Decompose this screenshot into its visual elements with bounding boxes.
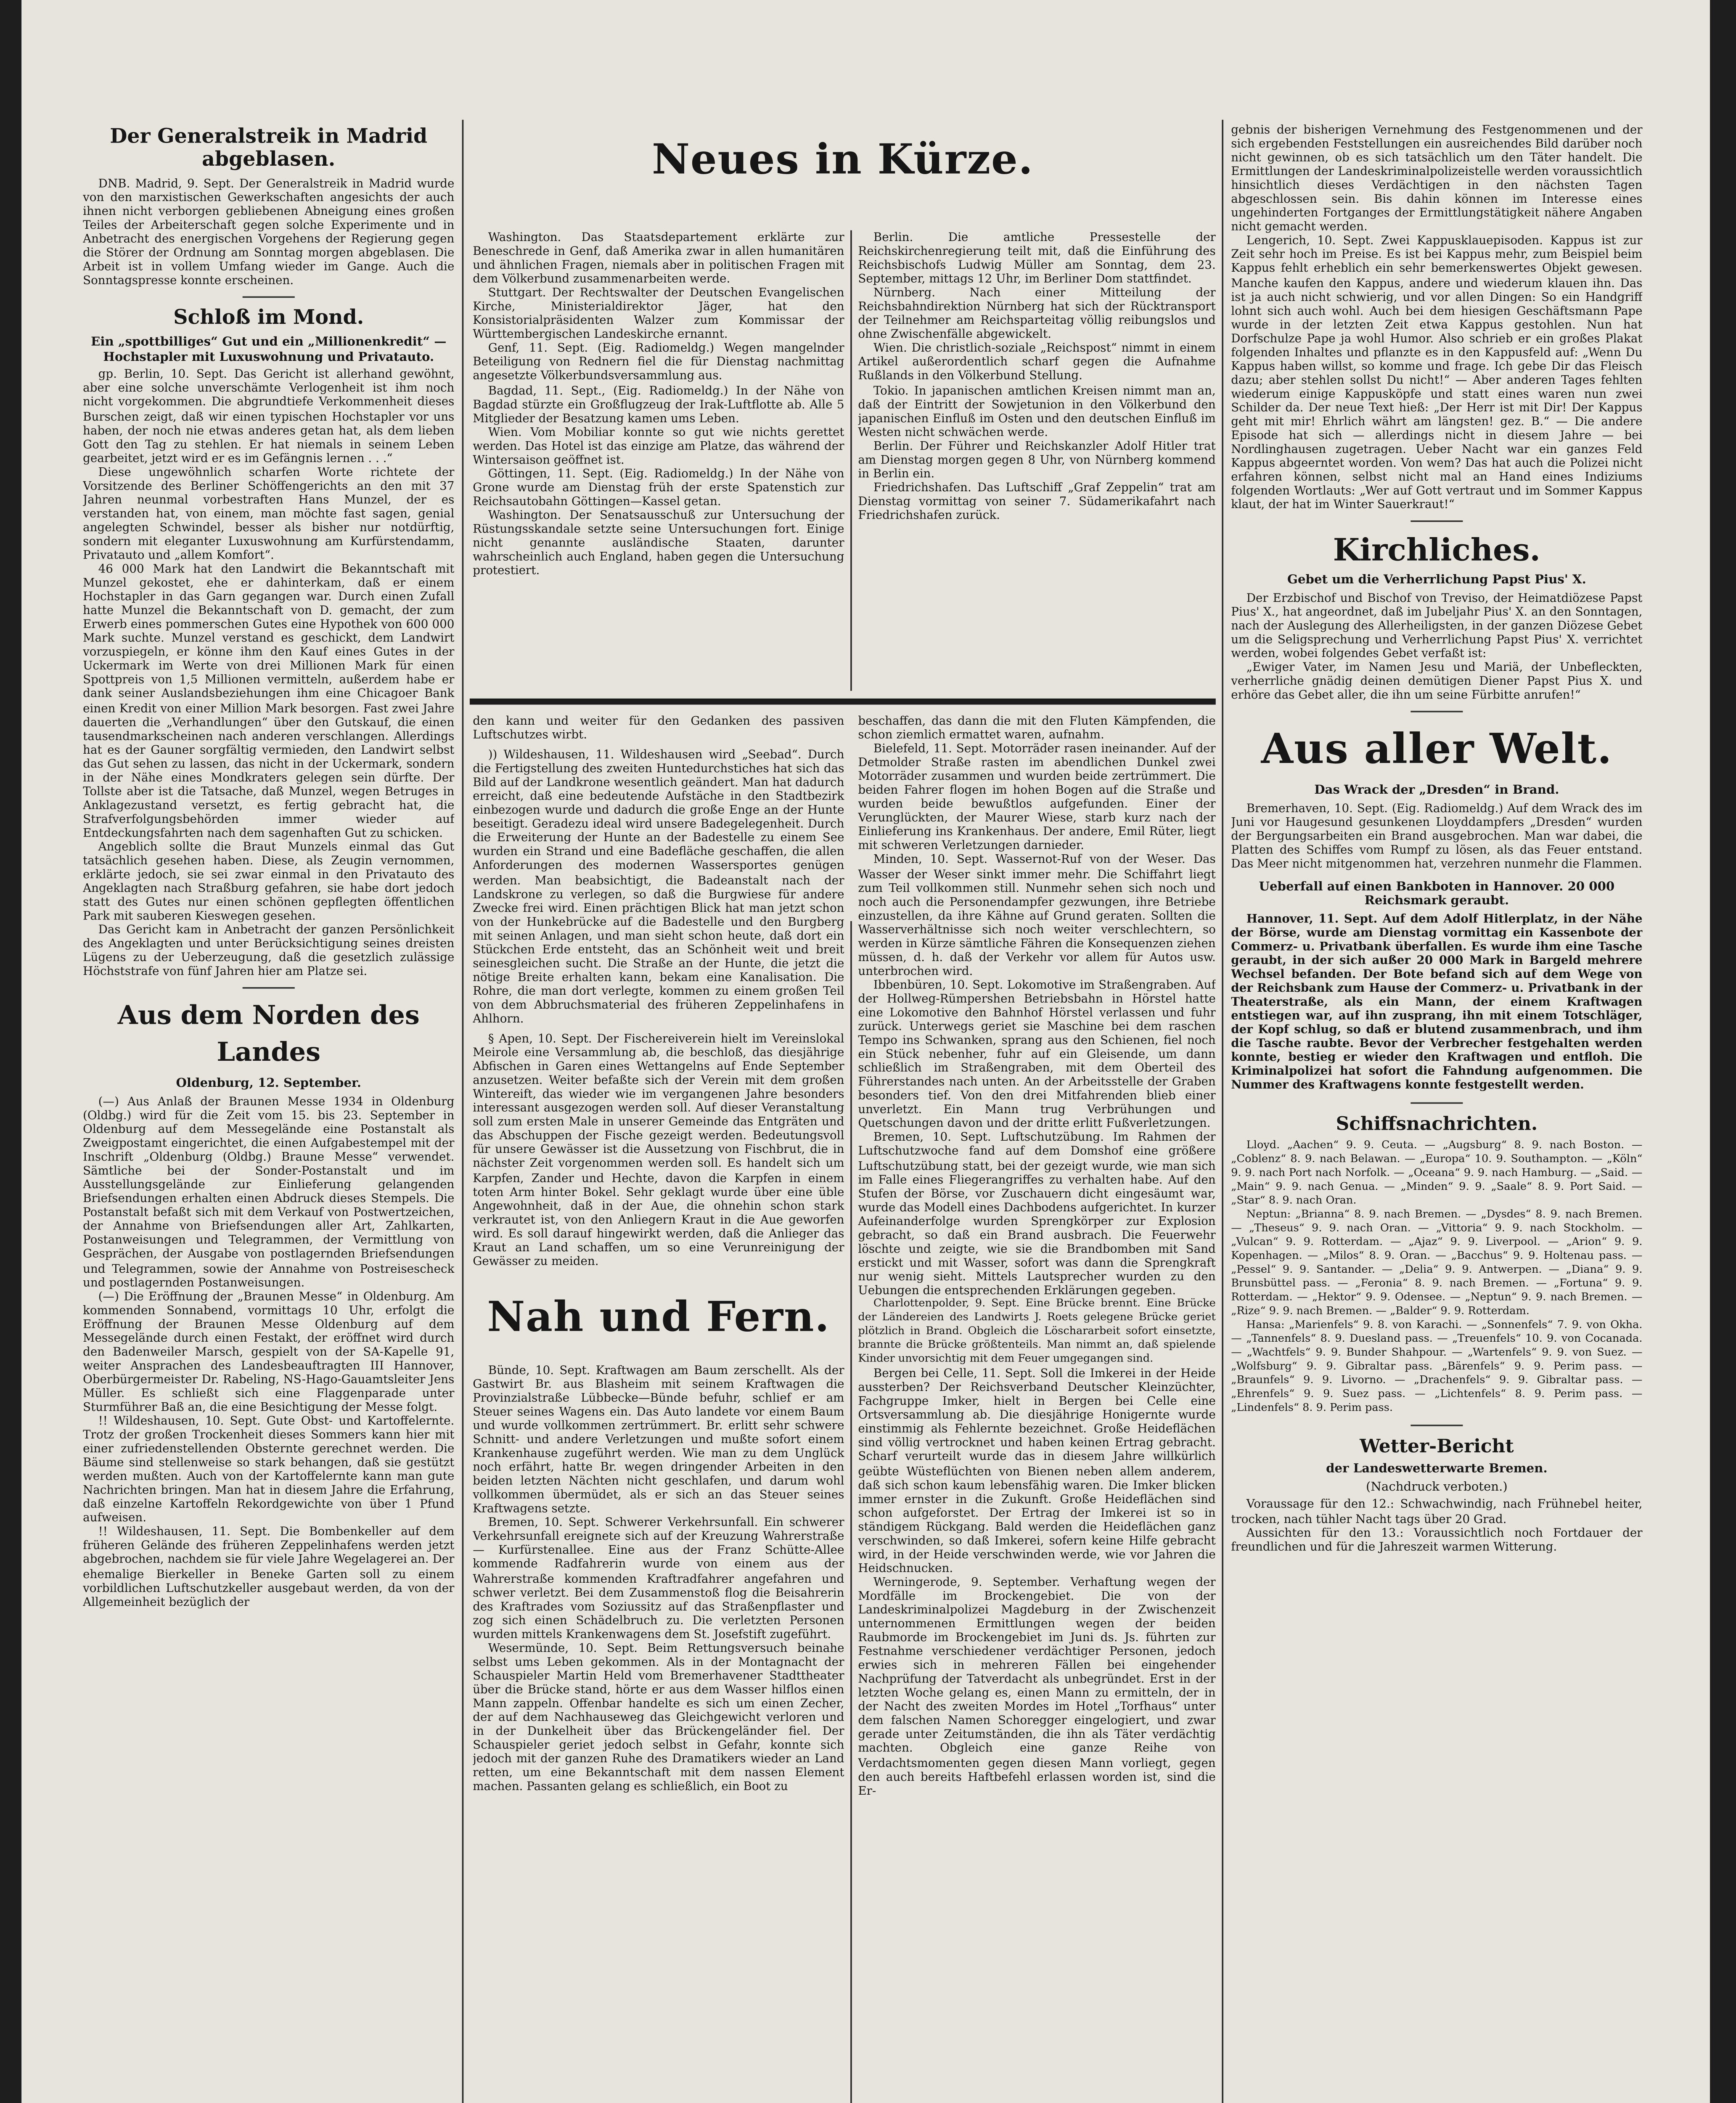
article-text: Werningerode, 9. September. Verhaftung wegen der Mordfälle im Brockengebiet. Die von der Landeskriminalpolizei Magdeburg in der Zwischenzeit unternommenen Ermittlungen wegen der beiden Raubmorde im Brockengebiet im Juni ds. Js. führten zur Festnahme verschiedener verdächtiger Personen, jedoch erwies sich in mehreren Fällen bei eingehender Nachprüfung der Tatverdacht als unbegründet. Erst in der letzten Woche gelang es, einen Mann zu ermitteln, der in der Nacht des zweiten Mordes im Hotel „Torfhaus“ unter dem falschen Namen Schoregger eingelogiert, und zwar gerade unter Zeitumständen, die ihn als Täter verdächtig machten. Obgleich eine ganze Reihe von Verdachtsmomenten gegen diesen Mann vorliegt, gegen den auch bereits Haftbefehl erlassen worden ist, sind die Er- bbox=[858, 1575, 1216, 1797]
news-item: Göttingen, 11. Sept. (Eig. Radiomeldg.) In der Nähe von Grone wurde am Dienstag früh der erste Spatenstich zur Reichsautobahn Göttingen—Kassel getan. bbox=[473, 466, 844, 508]
article-subtitle: der Landeswetterwarte Bremen. bbox=[1326, 1460, 1548, 1476]
column-2-top bbox=[473, 230, 844, 694]
article-subtitle: Ueberfall auf einen Bankboten in Hannover. 20 000 Reichsmark geraubt. bbox=[1259, 878, 1615, 908]
article-text: Bünde, 10. Sept. Kraftwagen am Baum zerschellt. Als der Gastwirt Br. aus Blasheim mit seinem Kraftwagen die Provinzialstraße Lübbecke—Bünde befuhr, schlief er am Steuer seines Wagens ein. Das Auto landete vor einem Baum und wurde vollkommen zertrümmert. Br. erlitt sehr schwere Schnitt- und andere Verletzungen und mußte sofort einem Krankenhause zugeführt werden. Wie man zu dem Unglück noch erfährt, hatte Br. wegen dringender Arbeiten in den beiden letzten Nächten nicht geschlafen, und darum wohl vollkommen übermüdet, als er sich an das Steuer seines Kraftwagens setzte. bbox=[473, 1363, 844, 1516]
divider bbox=[1410, 711, 1463, 713]
divider bbox=[243, 297, 295, 299]
article-text: Bergen bei Celle, 11. Sept. Soll die Imkerei in der Heide aussterben? Der Reichsverband Deutscher Kleinzüchter, Fachgruppe Imker, hielt in Bergen bei Celle eine Ortsversammlung ab. Die diesjährige Honigernte wurde einstimmig als Fehlernte bezeichnet. Große Heideflächen sind völlig vertrocknet und haben keinen Ertrag gebracht. Scharf verurteilt wurde das in diesem Jahre willkürlich geübte Wüsteflüchten von Bienen neben allem anderem, daß sich schon kaum lebensfähig waren. Die Imker blicken immer ernster in die Zukunft. Große Heideflächen sind schon aufgeforstet. Der Ertrag der Imkerei ist so in ständigem Rückgang. Bald werden die Heideflächen ganz verschwinden, so daß Imkerei, sofern keine Hilfe gebracht wird, in der Heide verschwinden werde, wie vor Jahren die Heidschnucken. bbox=[858, 1367, 1216, 1575]
article-text: Diese ungewöhnlich scharfen Worte richtete der Vorsitzende des Berliner Schöffengerichts an den mit 37 Jahren neunmal vorbestraften Hans Munzel, der es verstanden hat, von einem, man möchte fast sagen, genial angelegten Schwindel, besser als bisher nur notdürftig, sondern mit eleganter Luxuswohnung am Kurfürstendamm, Privatauto und „allem Komfort“. bbox=[83, 464, 455, 562]
article-text: 46 000 Mark hat den Landwirt die Bekanntschaft mit Munzel gekostet, ehe er dahinterkam, daß er einem Hochstapler in das Garn gegangen war. Durch einen Zufall hatte Munzel die Bekanntschaft von D. gemacht, der zum Erwerb eines pommerschen Gutes eine Hypothek von 600 000 Mark suchte. Munzel verstand es geschickt, dem Landwirt vorzuspiegeln, er könne ihm den Kauf eines Gutes in der Uckermark im Werte von drei Millionen Mark für einen Spottpreis von 1,5 Millionen vermitteln, außerdem habe er dank seiner Auslandsbeziehungen ihm eine Chicagoer Bank einen Kredit von einer Million Mark besorgen. Fast zwei Jahre dauerten die „Verhandlungen“ über den Gutskauf, die einen tausendmarkscheinen nach anderen verschlangen. Allerdings hat es der Gauner sorgfältig vermieden, den Landwirt selbst das Gut sehen zu lassen, das nicht in der Uckermark, sondern in der Nähe eines Mondkraters gelegen sein dürfte. Der Tollste aber ist die Tatsache, daß Munzel, wegen Betruges in Anklagezustand versetzt, es fertig gebracht hat, die Strafverfolgungsbehörden immer wieder auf Entdeckungsfahrten nach dem sagenhaften Gut zu schicken. bbox=[83, 562, 455, 840]
news-item: Berlin. Der Führer und Reichskanzler Adolf Hitler trat am Dienstag morgen gegen 8 Uhr, von Nürnberg kommend in Berlin ein. bbox=[858, 438, 1216, 480]
news-item: Stuttgart. Der Rechtswalter der Deutschen Evangelischen Kirche, Ministerialdirektor Jäger, hat den Konsistorialpräsidenten Walzer zum Kommissar der Württembergischen Landeskirche ernannt. bbox=[473, 286, 844, 342]
article-text: Hannover, 11. Sept. Auf dem Adolf Hitlerplatz, in der Nähe der Börse, wurde am Dienstag vormittag ein Kassenbote der Commerz- u. Privatbank überfallen. Es wurde ihm eine Tasche geraubt, in der sich außer 20 000 Mark in Bargeld mehrere Wechsel befanden. Der Bote befand sich auf dem Wege von der Reichsbank zum Hause der Commerz- u. Privatbank in der Theaterstraße, als ein Mann, der einem Kraftwagen entstiegen war, auf ihn zusprang, ihn mit einem Totschläger, der Kopf schlug, so daß er blutend zusammenbrach, und ihm die Tasche raubte. Bevor der Verbrecher festgehalten werden konnte, bestieg er wieder den Kraftwagen und entfloh. Die Kriminalpolizei hat sofort die Fahndung aufgenommen. Die Nummer des Kraftwagens konnte festgestellt werden. bbox=[1231, 911, 1643, 1092]
article-text: )) Wildeshausen, 11. Wildeshausen wird „Seebad“. Durch die Fertigstellung des zweiten Huntedurchstiches hat sich das Bild auf der Landkrone wesentlich geändert. Man hat dadurch erreicht, daß eine bedeutende Aufstäche in den Stadtbezirk einbezogen wurde und dadurch die große Enge an der Hunte beseitigt. Geradezu ideal wird unsere Badegelegenheit. Durch die Erweiterung der Hunte an der Badestelle zu einem See wurden ein Strand und eine Badefläche geschaffen, die allen Anforderungen des modernen Wassersportes genügen werden. Man beabsichtigt, die Badeanstalt nach der Landskrone zu verlegen, so daß die Burgwiese für andere Zwecke frei wird. Einen prächtigen Blick hat man jetzt schon von der Hunkebrücke auf die Badestelle und den Burgberg mit seinen Anlagen, und man sieht schon heute, daß dort ein Stückchen Erde entsteht, das an Schönheit weit und breit seinesgleichen sucht. Die Straße an der Hunte, die jetzt die nötige Breite erhalten kann, bekam eine Kanalisation. Die Rohre, die man dort verlegte, kommen zu einem großen Teil von dem Abbruchsmaterial des früheren Zeppelinhafens in Ahlhorn. bbox=[473, 747, 844, 1026]
article-text: Bielefeld, 11. Sept. Motorräder rasen ineinander. Auf der Detmolder Straße rasten im abendlichen Dunkel zwei Motorräder zusammen und wurden beide zertrümmert. Die beiden Fahrer flogen im hohen Bogen auf die Straße und wurden beide bewußtlos aufgefunden. Einer der Verunglückten, der Maurer Wiese, starb kurz nach der Einlieferung ins Krankenhaus. Der andere, Emil Rüter, liegt mit schweren Verletzungen darnieder. bbox=[858, 742, 1216, 853]
article-text: Aussichten für den 13.: Voraussichtlich noch Fortdauer der freundlichen und für die Jahreszeit warmen Witterung. bbox=[1231, 1525, 1643, 1553]
article-text: Das Gericht kam in Anbetracht der ganzen Persönlichkeit des Angeklagten und unter Berücksichtigung seines dreisten Lügens zu der Ueberzeugung, daß die gesetzlich zulässige Höchststrafe von fünf Jahren hier am Platze sei. bbox=[83, 923, 455, 979]
article-text: Charlottenpolder, 9. Sept. Eine Brücke brennt. Eine Brücke der Ländereien des Landwirts J. Roets gelegene Brücke geriet plötzlich in Brand. Obgleich die Löschararbeit sofort einsetzte, brannte die Brücke größtenteils. Man nimmt an, daß spielende Kinder unvorsichtig mit dem Feuer umgegangen sind. bbox=[858, 1297, 1216, 1365]
news-item: Friedrichshafen. Das Luftschiff „Graf Zeppelin“ trat am Dienstag vormittag von seiner 7. Südamerikafahrt nach Friedrichshafen zurück. bbox=[858, 480, 1216, 522]
article-text: DNB. Madrid, 9. Sept. Der Generalstreik in Madrid wurde von den marxistischen Gewerkschaften angesichts der auch ihnen nicht verborgen gebliebenen Abneigung eines großen Teiles der Arbeiterschaft gegen solche Experimente und in Anbetracht des energischen Vorgehens der Regierung gegen die Störer der Ordnung am Sonntag morgen abgeblasen. Die Arbeit ist in vollem Umfang wieder im Gange. Auch die Sonntagspresse konnte erscheinen. bbox=[83, 176, 455, 288]
column-rule bbox=[850, 921, 852, 2103]
article-text: „Ewiger Vater, im Namen Jesu und Mariä, der Unbefleckten, verherrliche gnädig deinen demütigen Diener Papst Pius X. und erhöre das Gebet aller, die ihn um seine Fürbitte anrufen!“ bbox=[1231, 660, 1643, 702]
article-subtitle: (Nachdruck verboten.) bbox=[1366, 1480, 1508, 1494]
column-4 bbox=[1231, 123, 1642, 2103]
section-title-norden: Aus dem Norden des Landes bbox=[117, 1001, 420, 1069]
news-item: Washington. Der Senatsausschuß zur Untersuchung der Rüstungsskandale setzte seine Untersuchungen fort. Einige nicht genannte ausländische Staaten, darunter wahrscheinlich auch England, haben gegen die Untersuchung protestiert. bbox=[473, 508, 844, 577]
article-text: gp. Berlin, 10. Sept. Das Gericht ist allerhand gewöhnt, aber eine solche unverschämte Verlogenheit ist ihm noch nicht vorgekommen. Die abgrundtiefe Verkommenheit dieses Burschen zeigt, daß wir einen typischen Hochstapler vor uns haben, der noch nie etwas anderes getan hat, als dem lieben Gott den Tag zu stehlen. Er hat niemals in seinem Leben gearbeitet, jetzt wird er es im Gefängnis lernen . . .“ bbox=[83, 367, 455, 465]
divider bbox=[1410, 521, 1463, 522]
news-item: Genf, 11. Sept. (Eig. Radiomeldg.) Wegen mangelnder Beteiligung von Rednern fiel die für Dienstag nachmittag angesetzte Völkerbundsversammlung aus. bbox=[473, 341, 844, 383]
article-text: gebnis der bisherigen Vernehmung des Festgenommenen und der sich ergebenden Feststellungen ein ausreichendes Bild darüber noch nicht gewinnen, ob es sich tatsächlich um den Täter handelt. Die Ermittlungen der Landeskriminalpolizeistelle werden voraussichtlich hinsichtlich dieses Verdächtigen in den nächsten Tagen abgeschlossen sein. Bis dahin können im Interesse eines ungehinderten Fortganges der Ermittlungstätigkeit nähere Angaben nicht gemacht werden. bbox=[1231, 123, 1643, 234]
news-item: Washington. Das Staatsdepartement erklärte zur Beneschrede in Genf, daß Amerika zwar in allen humanitären und ähnlichen Fragen, niemals aber in politischen Fragen mit dem Völkerbund zusammenarbeiten werde. bbox=[473, 230, 844, 286]
news-item: Nürnberg. Nach einer Mitteilung der Reichsbahndirektion Nürnberg hat sich der Rücktransport der Teilnehmer am Reichsparteitag völlig reibungslos und ohne Zwischenfälle abgewickelt. bbox=[858, 286, 1216, 342]
column-1 bbox=[83, 123, 454, 2103]
section-title-kirchliches: Kirchliches. bbox=[1333, 532, 1540, 569]
section-divider-bar bbox=[470, 699, 1216, 705]
section-title-schiffsnachrichten: Schiffsnachrichten. bbox=[1336, 1112, 1538, 1134]
column-rule bbox=[1222, 120, 1223, 2103]
column-3 bbox=[858, 714, 1215, 2103]
news-item: Tokio. In japanischen amtlichen Kreisen nimmt man an, daß der Eintritt der Sowjetunion in den Völkerbund den japanischen Einfluß im Osten und den deutschen Einfluß im Westen nicht schwächen werde. bbox=[858, 383, 1216, 439]
article-text: Bremen, 10. Sept. Schwerer Verkehrsunfall. Ein schwerer Verkehrsunfall ereignete sich auf der Kreuzung Wahrerstraße — Kurfürstenallee. Eine aus der Franz Schütte-Allee kommende Radfahrerin wurde von einem aus der Wahrerstraße kommenden Kraftradfahrer angefahren und schwer verletzt. Bei dem Zusammenstoß flog die Beisahrerin des Kraftrades vom Soziussitz auf das Straßenpflaster und zog sich einen Schädelbruch zu. Die verletzten Personen wurden mittels Krankenwagens dem St. Josefstift zugeführt. bbox=[473, 1515, 844, 1641]
article-title-schloss: Schloß im Mond. bbox=[173, 307, 364, 331]
article-text: (—) Die Eröffnung der „Braunen Messe“ in Oldenburg. Am kommenden Sonnabend, vormittags 10 Uhr, erfolgt die Eröffnung der Braunen Messe Oldenburg auf dem Messegelände durch einen Festakt, der eröffnet wird durch den Badenweiler Marsch, gespielt von der SA-Kapelle 91, weiter Ansprachen des Landesbeauftragten III Hannover, Oberbürgermeister Dr. Rabeling, NS-Hago-Gauamtsleiter Jens Müller. Es schließt sich eine Flaggenparade unter Sturmführer Baß an, die eine Besichtigung der Messe folgt. bbox=[83, 1289, 455, 1414]
article-title-generalstreik: Der Generalstreik in Madrid abgeblasen. bbox=[110, 126, 428, 172]
article-text: den kann und weiter für den Gedanken des passiven Luftschutzes wirbt. bbox=[473, 714, 844, 742]
column-rule bbox=[462, 120, 464, 2103]
article-text: Bremerhaven, 10. Sept. (Eig. Radiomeldg.) Auf dem Wrack des im Juni vor Haugesund gesunkenen Lloyddampfers „Dresden“ wurden der Bergungsarbeiten ein Brand ausgebrochen. Man war dabei, die Platten des Schiffes vom Rumpf zu lösen, als das Feuer entstand. Das Meer nicht mitgenommen hat, verzehren nunmehr die Flammen. bbox=[1231, 801, 1643, 871]
column-rule bbox=[850, 230, 852, 691]
article-text: Der Erzbischof und Bischof von Treviso, der Heimatdiözese Papst Pius' X., hat angeordnet, daß im Jubeljahr Pius' X. an den Sonntagen, nach der Auslegung des Allerheiligsten, in der ganzen Diözese Gebet um die Seligsprechung und Verherrlichung Papst Pius' X. verrichtet werden, wobei folgendes Gebet verfaßt ist: bbox=[1231, 591, 1643, 660]
divider bbox=[243, 988, 295, 990]
news-item: Bagdad, 11. Sept., (Eig. Radiomeldg.) In der Nähe von Bagdad stürzte ein Großflugzeug der Irak-Luftflotte ab. Alle 5 Mitglieder der Besatzung kamen ums Leben. bbox=[473, 383, 844, 425]
article-text: § Apen, 10. Sept. Der Fischereiverein hielt im Vereinslokal Meirole eine Versammlung ab, die beschloß, das diesjährige Abfischen in Garen eines Wettangelns auf Ende September anzusetzen. Weiter befaßte sich der Verein mit dem großen Wintereift, das wieder wie im vergangenen Jahre besonders interessant ausgezogen werden soll. Auf dieser Veranstaltung soll zum ersten Male in unserer Gemeinde das Entgräten und das Abschuppen der Fische gezeigt werden. Bedeutungsvoll für unsere Gewässer ist die Aussetzung von Fischbrut, die in nächster Zeit vorgenommen werden soll. Es handelt sich um Karpfen, Zander und Hechte, davon die Karpfen in einem toten Arm hinter Bokel. Sehr geklagt wurde über eine üble Angewohnheit, daß in der Aue, die ohnehin schon stark verkrautet ist, von den Anliegern Kraut in die Aue geworfen wird. Es soll darauf hingewirkt werden, daß die Anlieger das Kraut an Land schaffen, um so eine Verunreinigung der Gewässer zu meiden. bbox=[473, 1031, 844, 1268]
news-item: Wien. Vom Mobiliar konnte so gut wie nichts gerettet werden. Das Hotel ist das einzige am Platze, das während der Wintersaison geöffnet ist. bbox=[473, 424, 844, 466]
article-subtitle: Das Wrack der „Dresden“ in Brand. bbox=[1314, 781, 1559, 797]
column-2 bbox=[473, 714, 844, 2103]
divider bbox=[1410, 1425, 1463, 1427]
article-text: Bremen, 10. Sept. Luftschutzübung. Im Rahmen der Luftschutzwoche fand auf dem Domshof eine größere Luftschutzübung statt, bei der gezeigt wurde, wie man sich im Falle eines Fliegerangriffes zu verhalten habe. Auf den Stufen der Börse, vor Zuschauern dicht eingesäumt war, wurde das Modell eines Dachbodens aufgerichtet. In kurzer Aufeinanderfolge wurden Sprengkörper zur Explosion gebracht, so daß ein Brand ausbrach. Die Feuerwehr löschte und zeigte, wie sie die Brandbomben mit Sand erstickt und mit Wasser, sofort was dann die Sprengkraft nur wenig sieht. Mittels Lautsprecher wurden zu den Uebungen die entsprechenden Erklärungen gegeben. bbox=[858, 1130, 1216, 1297]
article-text: Wesermünde, 10. Sept. Beim Rettungsversuch beinahe selbst ums Leben gekommen. Als in der Montagnacht der Schauspieler Martin Held vom Bremerhavener Stadttheater über die Brücke stand, hörte er aus dem Wasser hilflos einen Mann zappeln. Offenbar handelte es sich um einen Zecher, der auf dem Nachhauseweg das Gleichgewicht verloren und in der Dunkelheit über das Brückengeländer fiel. Der Schauspieler geriet jedoch selbst in Gefahr, konnte sich jedoch mit der ganzen Ruhe des Dramatikers wieder an Land retten, um eine Bekanntschaft mit dem nassen Element machen. Passanten gelang es schließlich, ein Boot zu bbox=[473, 1640, 844, 1794]
article-text: Minden, 10. Sept. Wassernot-Ruf von der Weser. Das Wasser der Weser sinkt immer mehr. Die Schiffahrt liegt zum Teil vollkommen still. Nunmehr sehen sich noch und noch auch die Personendampfer gezwungen, ihre Betriebe einzustellen, da ihre Kähne auf Grund geraten. Sollten die Wasserverhältnisse sich noch weiter verschlechtern, so werden in Kürze sämtliche Fähren die Konsequenzen ziehen müssen, d. h. daß der Verkehr vor allem für Autos usw. unterbrochen wird. bbox=[858, 853, 1216, 978]
section-title-aus-aller-welt: Aus aller Welt. bbox=[1261, 726, 1613, 774]
section-title-neues: Neues in Kürze. bbox=[651, 136, 1034, 184]
article-text: Ibbenbüren, 10. Sept. Lokomotive im Straßengraben. Auf der Hollweg-Rümpershen Betriebsbahn in Hörstel hatte eine Lokomotive den Bahnhof Hörstel verlassen und fuhr zurück. Unterwegs geriet sie Maschine bei dem raschen Tempo ins Schwanken, sprang aus den Schienen, fiel noch ein Stück nebenher, fuhr auf ein Gleisende, um dann schließlich im Straßengraben, mit dem Oberteil des Führerstandes nach unten. An der Arbeitsstelle der Graben besonders tief. Von den drei Mitfahrenden blieb einer unverletzt. Ein Mann trug Verbrühungen und Quetschungen davon und der dritte erlitt Fußverletzungen. bbox=[858, 977, 1216, 1131]
article-text: !! Wildeshausen, 10. Sept. Gute Obst- und Kartoffelernte. Trotz der großen Trockenheit dieses Sommers kann hier mit einer zufriedenstellenden Obsternte gerechnet werden. Die Bäume sind stellenweise so stark behangen, daß sie gestützt werden mußten. Auch von der Kartoffelernte kann man gute Nachrichten bringen. Man hat in diesem Jahre die Erfahrung, daß einzelne Kartoffeln Rekordgewichte von über 1 Pfund aufweisen. bbox=[83, 1414, 455, 1525]
article-text: Hansa: „Marienfels“ 9. 8. von Karachi. — „Sonnenfels“ 7. 9. von Okha. — „Tannenfels“ 8. 9. Duesland pass. — „Treuenfels“ 10. 9. von Cocanada. — „Wachtfels“ 9. 9. Bunder Shahpour. — „Wartenfels“ 9. 9. von Suez. — „Wolfsburg“ 9. 9. Gibraltar pass. „Bärenfels“ 9. 9. Perim pass. — „Braunfels“ 9. 9. Livorno. — „Drachenfels“ 9. 9. Gibraltar pass. — „Ehrenfels“ 9. 9. Suez pass. — „Lichtenfels“ 8. 9. Perim pass. — „Lindenfels“ 8. 9. Perim pass. bbox=[1231, 1319, 1643, 1415]
article-subtitle: Ein „spottbilliges“ Gut und ein „Millionenkredit“ — Hochstapler mit Luxuswohnung und Privatauto. bbox=[91, 334, 447, 364]
article-text: Lloyd. „Aachen“ 9. 9. Ceuta. — „Augsburg“ 8. 9. nach Boston. — „Coblenz“ 8. 9. nach Belawan. — „Europa“ 10. 9. Southampton. — „Köln“ 9. 9. nach Port nach Norfolk. — „Oceana“ 9. 9. nach Hamburg. — „Said. — „Main“ 9. 9. nach Genua. — „Minden“ 9. 9. „Saale“ 8. 9. Port Said. — „Star“ 8. 9. nach Oran. bbox=[1231, 1138, 1643, 1206]
section-title-nah-und-fern: Nah und Fern. bbox=[487, 1294, 830, 1342]
dateline: Oldenburg, 12. September. bbox=[176, 1075, 361, 1091]
article-text: Voraussage für den 12.: Schwachwindig, nach Frühnebel heiter, trocken, nach tühler Nacht tags über 20 Grad. bbox=[1231, 1497, 1643, 1526]
article-text: !! Wildeshausen, 11. Sept. Die Bombenkeller auf dem früheren Gelände des früheren Zeppelinhafens werden jetzt abgebrochen, nachdem sie für viele Jahre Wegelagerei an. Der ehemalige Bierkeller in Beneke Garten soll zu einem vorbildlichen Luftschutzkeller ausgebaut werden, da von der Allgemeinheit bezüglich der bbox=[83, 1525, 455, 1608]
article-subtitle: Gebet um die Verherrlichung Papst Pius' X. bbox=[1287, 571, 1586, 587]
article-text: Neptun: „Brianna“ 8. 9. nach Bremen. — „Dysdes“ 8. 9. nach Bremen. — „Theseus“ 9. 9. nach Oran. — „Vittoria“ 9. 9. nach Stockholm. — „Vulcan“ 9. 9. Rotterdam. — „Ajaz“ 9. 9. Liverpool. — „Arion“ 9. 9. Kopenhagen. — „Milos“ 8. 9. Oran. — „Bacchus“ 9. 9. Holtenau pass. — „Pessel“ 9. 9. Santander. — „Delia“ 9. 9. Antwerpen. — „Diana“ 9. 9. Brunsbüttel pass. — „Feronia“ 8. 9. nach Bremen. — „Fortuna“ 9. 9. Rotterdam. — „Hektor“ 9. 9. Odensee. — „Neptun“ 9. 9. nach Bremen. — „Rize“ 9. 9. nach Bremen. — „Balder“ 9. 9. Rotterdam. bbox=[1231, 1208, 1643, 1318]
article-text: (—) Aus Anlaß der Braunen Messe 1934 in Oldenburg (Oldbg.) wird für die Zeit vom 15. bis 23. September in Oldenburg auf dem Messegelände eine Postanstalt als Zweigpostamt eingerichtet, die einen Aufgabestempel mit der Inschrift „Oldenburg (Oldbg.) Braune Messe“ verwendet. Sämtliche bei der Sonder-Postanstalt und im Ausstellungsgelände zur Einlieferung gelangenden Briefsendungen erhalten einen Abdruck dieses Stempels. Die Postanstalt befaßt sich mit dem Verkauf von Postwertzeichen, der Annahme von Briefsendungen aller Art, Zahlkarten, Postanweisungen und Telegrammen, der Vermittlung von Gesprächen, der Ausgabe von postlagernden Briefsendungen und Telegrammen, sowie der Annahme von Postreisescheck und postlagernden Postanweisungen. bbox=[83, 1094, 455, 1289]
article-text: Lengerich, 10. Sept. Zwei Kappusklauepisoden. Kappus ist zur Zeit sehr hoch im Preise. Es ist bei Kappus mehr, zum Beispiel beim Kappus fehlt erheblich ein sehr bemerkenswertes Objekt gewesen. Manche kaufen den Kappus, andere und wiederum klauen ihn. Das ist ja auch nicht schwierig, und vor allen Dingen: So ein Handgriff lohnt sich auch wohl. Auch bei dem hiesigen Geschäftsmann Pape wurde in der letzten Zeit etwa Kappus gestohlen. Nun hat Dorfschulze Pape ja wohl Humor. Also schrieb er ein großes Plakat folgenden Inhaltes und pflanzte es in den Kappusfeld auf: „Wenn Du Kappus haben willst, so komme und frage. Ich gebe Dir das Fleisch dazu; aber stehlen sollst Du nicht!“ — Aber anderen Tages fehlten wiederum einige Kappusköpfe und statt eines waren nun zwei Schilder da. Der neue Text hieß: „Der Herr ist mit Dir! Der Kappus geht mit mir! Ehrlich währt am längsten! gez. B.“ — Die andere Episode hat sich — allerdings nicht in diesem Jahre — bei Nordlinghausen zugetragen. Ueber Nacht war ein ganzes Feld Kappus abgeerntet worden. Von wem? Das hat auch die Polizei nicht erfahren können, selbst nicht mal an Hand eines Indiziums folgenden Wortlauts: „Wer auf Gott vertraut und im Sommer Kappus klaut, der hat im Winter Sauerkraut!“ bbox=[1231, 234, 1643, 512]
newspaper-page bbox=[21, 0, 1710, 2103]
section-title-wetter-bericht: Wetter-Bericht bbox=[1360, 1436, 1514, 1458]
news-item: Berlin. Die amtliche Pressestelle der Reichskirchenregierung teilt mit, daß die Einführung des Reichsbischofs Ludwig Müller am Sonntag, dem 23. September, mittags 12 Uhr, im Berliner Dom stattfindet. bbox=[858, 230, 1216, 286]
news-item: Wien. Die christlich-soziale „Reichspost“ nimmt in einem Artikel außerordentlich scharf gegen die Aufnahme Rußlands in den Völkerbund Stellung. bbox=[858, 341, 1216, 383]
article-text: Angeblich sollte die Braut Munzels einmal das Gut tatsächlich gesehen haben. Diese, als Zeugin vernommen, erklärte jedoch, sie sei zwar einmal in den Privatauto des Angeklagten nach Straßburg gefahren, sie habe dort jedoch statt des Gutes nur einen schönen gepflegten öffentlichen Park mit sauberen Kieswegen gesehen. bbox=[83, 840, 455, 923]
column-3-top bbox=[858, 230, 1215, 694]
article-text: beschaffen, das dann die mit den Fluten Kämpfenden, die schon ziemlich ermattet waren, aufnahm. bbox=[858, 714, 1216, 742]
divider bbox=[1410, 1102, 1463, 1103]
